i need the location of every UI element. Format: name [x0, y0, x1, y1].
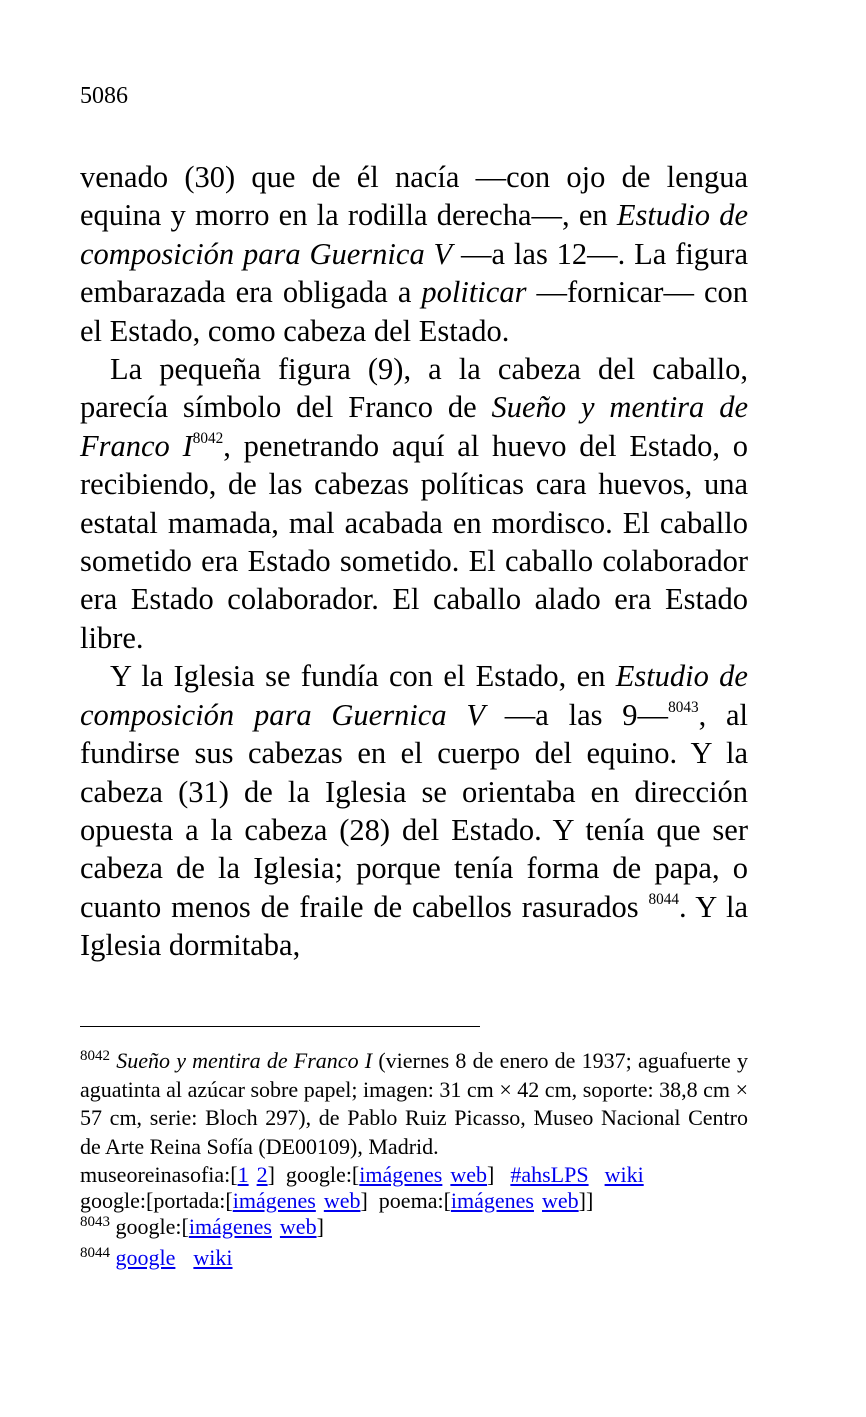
- artwork-title: Estudio de composición para Guernica V: [80, 198, 748, 271]
- footnote-separator: [80, 1026, 480, 1027]
- footnote-mark: 8044: [80, 1244, 110, 1261]
- footnote-ref-8044[interactable]: 8044: [648, 890, 679, 908]
- poema-web-link[interactable]: web: [541, 1187, 579, 1213]
- museo-link-2[interactable]: 2: [256, 1162, 268, 1188]
- google-images-link[interactable]: imágenes: [359, 1162, 443, 1188]
- fn8044-google-link[interactable]: google: [115, 1244, 176, 1270]
- fn8044-wiki-link[interactable]: wiki: [193, 1244, 233, 1270]
- footnote-mark: 8043: [80, 1213, 110, 1230]
- hashtag-link[interactable]: #ahsLPS: [510, 1162, 589, 1188]
- body-text: [80, 158, 748, 965]
- footnote-8042: $^{8042}$ Sueño y mentira de Franco I (viernes 8 de enero de 1937; aguafuerte y aguatinta al azúcar sobre papel; imagen: 31 cm × 42 cm, soporte: 38,8 cm × 57 cm, serie: Bloch 297), de Pablo Ruiz Picasso, Museo Nacional Centro de Arte Reina Sofía (DE00109), Madrid.: [80, 1048, 748, 1159]
- portada-web-link[interactable]: web: [323, 1187, 361, 1213]
- paragraph-3: Y la Iglesia se fundía con el Estado, en Estudio de composición para Guernica V —a las 9—$^{8043}$, al fundirse sus cabezas en el cuerpo del equino. Y la cabeza (31) de la Iglesia se orientaba en dirección opuesta a la cabeza (28) del Estado. Y tenía que ser cabeza de la Iglesia; porque tenía forma de papa, o cuanto menos de fraile de cabellos rasurados $^{8044}$. Y la Iglesia dormitaba,: [80, 659, 748, 963]
- paragraph-2: La pequeña figura (9), a la cabeza del caballo, parecía símbolo del Franco de Sueño y mentira de Franco $I^{8042}$, penetrando aquí al huevo del Estado, o recibiendo, de las cabezas políticas cara huevos, una estatal mamada, mal acabada en mordisco. El caballo sometido era Estado sometido. El caballo colaborador era Estado colaborador. El caballo alado era Estado libre.: [80, 352, 749, 655]
- footnotes: [80, 1047, 748, 1274]
- footnote-8043: $^{8043}$ google:[imágenes web]: [80, 1213, 324, 1239]
- footnote-8044: [80, 1242, 748, 1274]
- fn8043-web-link[interactable]: web: [279, 1213, 317, 1239]
- emphasis: politicar: [421, 275, 527, 310]
- footnote-8042-links-2: google:[portada:[imágenes web] poema:[imágenes web]]: [80, 1187, 594, 1213]
- poema-images-link[interactable]: imágenes: [450, 1187, 534, 1213]
- google-web-link[interactable]: web: [450, 1162, 488, 1188]
- footnote-ref-8042[interactable]: 8042: [192, 429, 224, 447]
- artwork-title: Estudio de composición para Guernica V: [80, 659, 748, 732]
- museo-link-1[interactable]: 1: [237, 1162, 249, 1188]
- footnote-artwork-title: Sueño y mentira de Franco I: [116, 1048, 373, 1073]
- fn8043-images-link[interactable]: imágenes: [188, 1213, 272, 1239]
- paragraph-1: venado (30) que de él nacía —con ojo de lengua equina y morro en la rodilla derecha—, en Estudio de composición para Guernica V —a las 12—. La figura embarazada era obligada a politicar —fornicar— con el Estado, como cabeza del Estado.: [80, 160, 748, 348]
- page-number: 5086: [80, 83, 128, 109]
- footnote-ref-8043[interactable]: 8043: [668, 698, 699, 716]
- footnote-8042-links: museoreinasofia:[1 2] google:[imágenes web] #ahsLPS wiki: [80, 1162, 644, 1188]
- portada-images-link[interactable]: imágenes: [232, 1187, 316, 1213]
- footnote-mark: 8042: [80, 1048, 110, 1064]
- artwork-title: Sueño y mentira de Franco I: [80, 390, 748, 463]
- wiki-link[interactable]: wiki: [604, 1162, 644, 1188]
